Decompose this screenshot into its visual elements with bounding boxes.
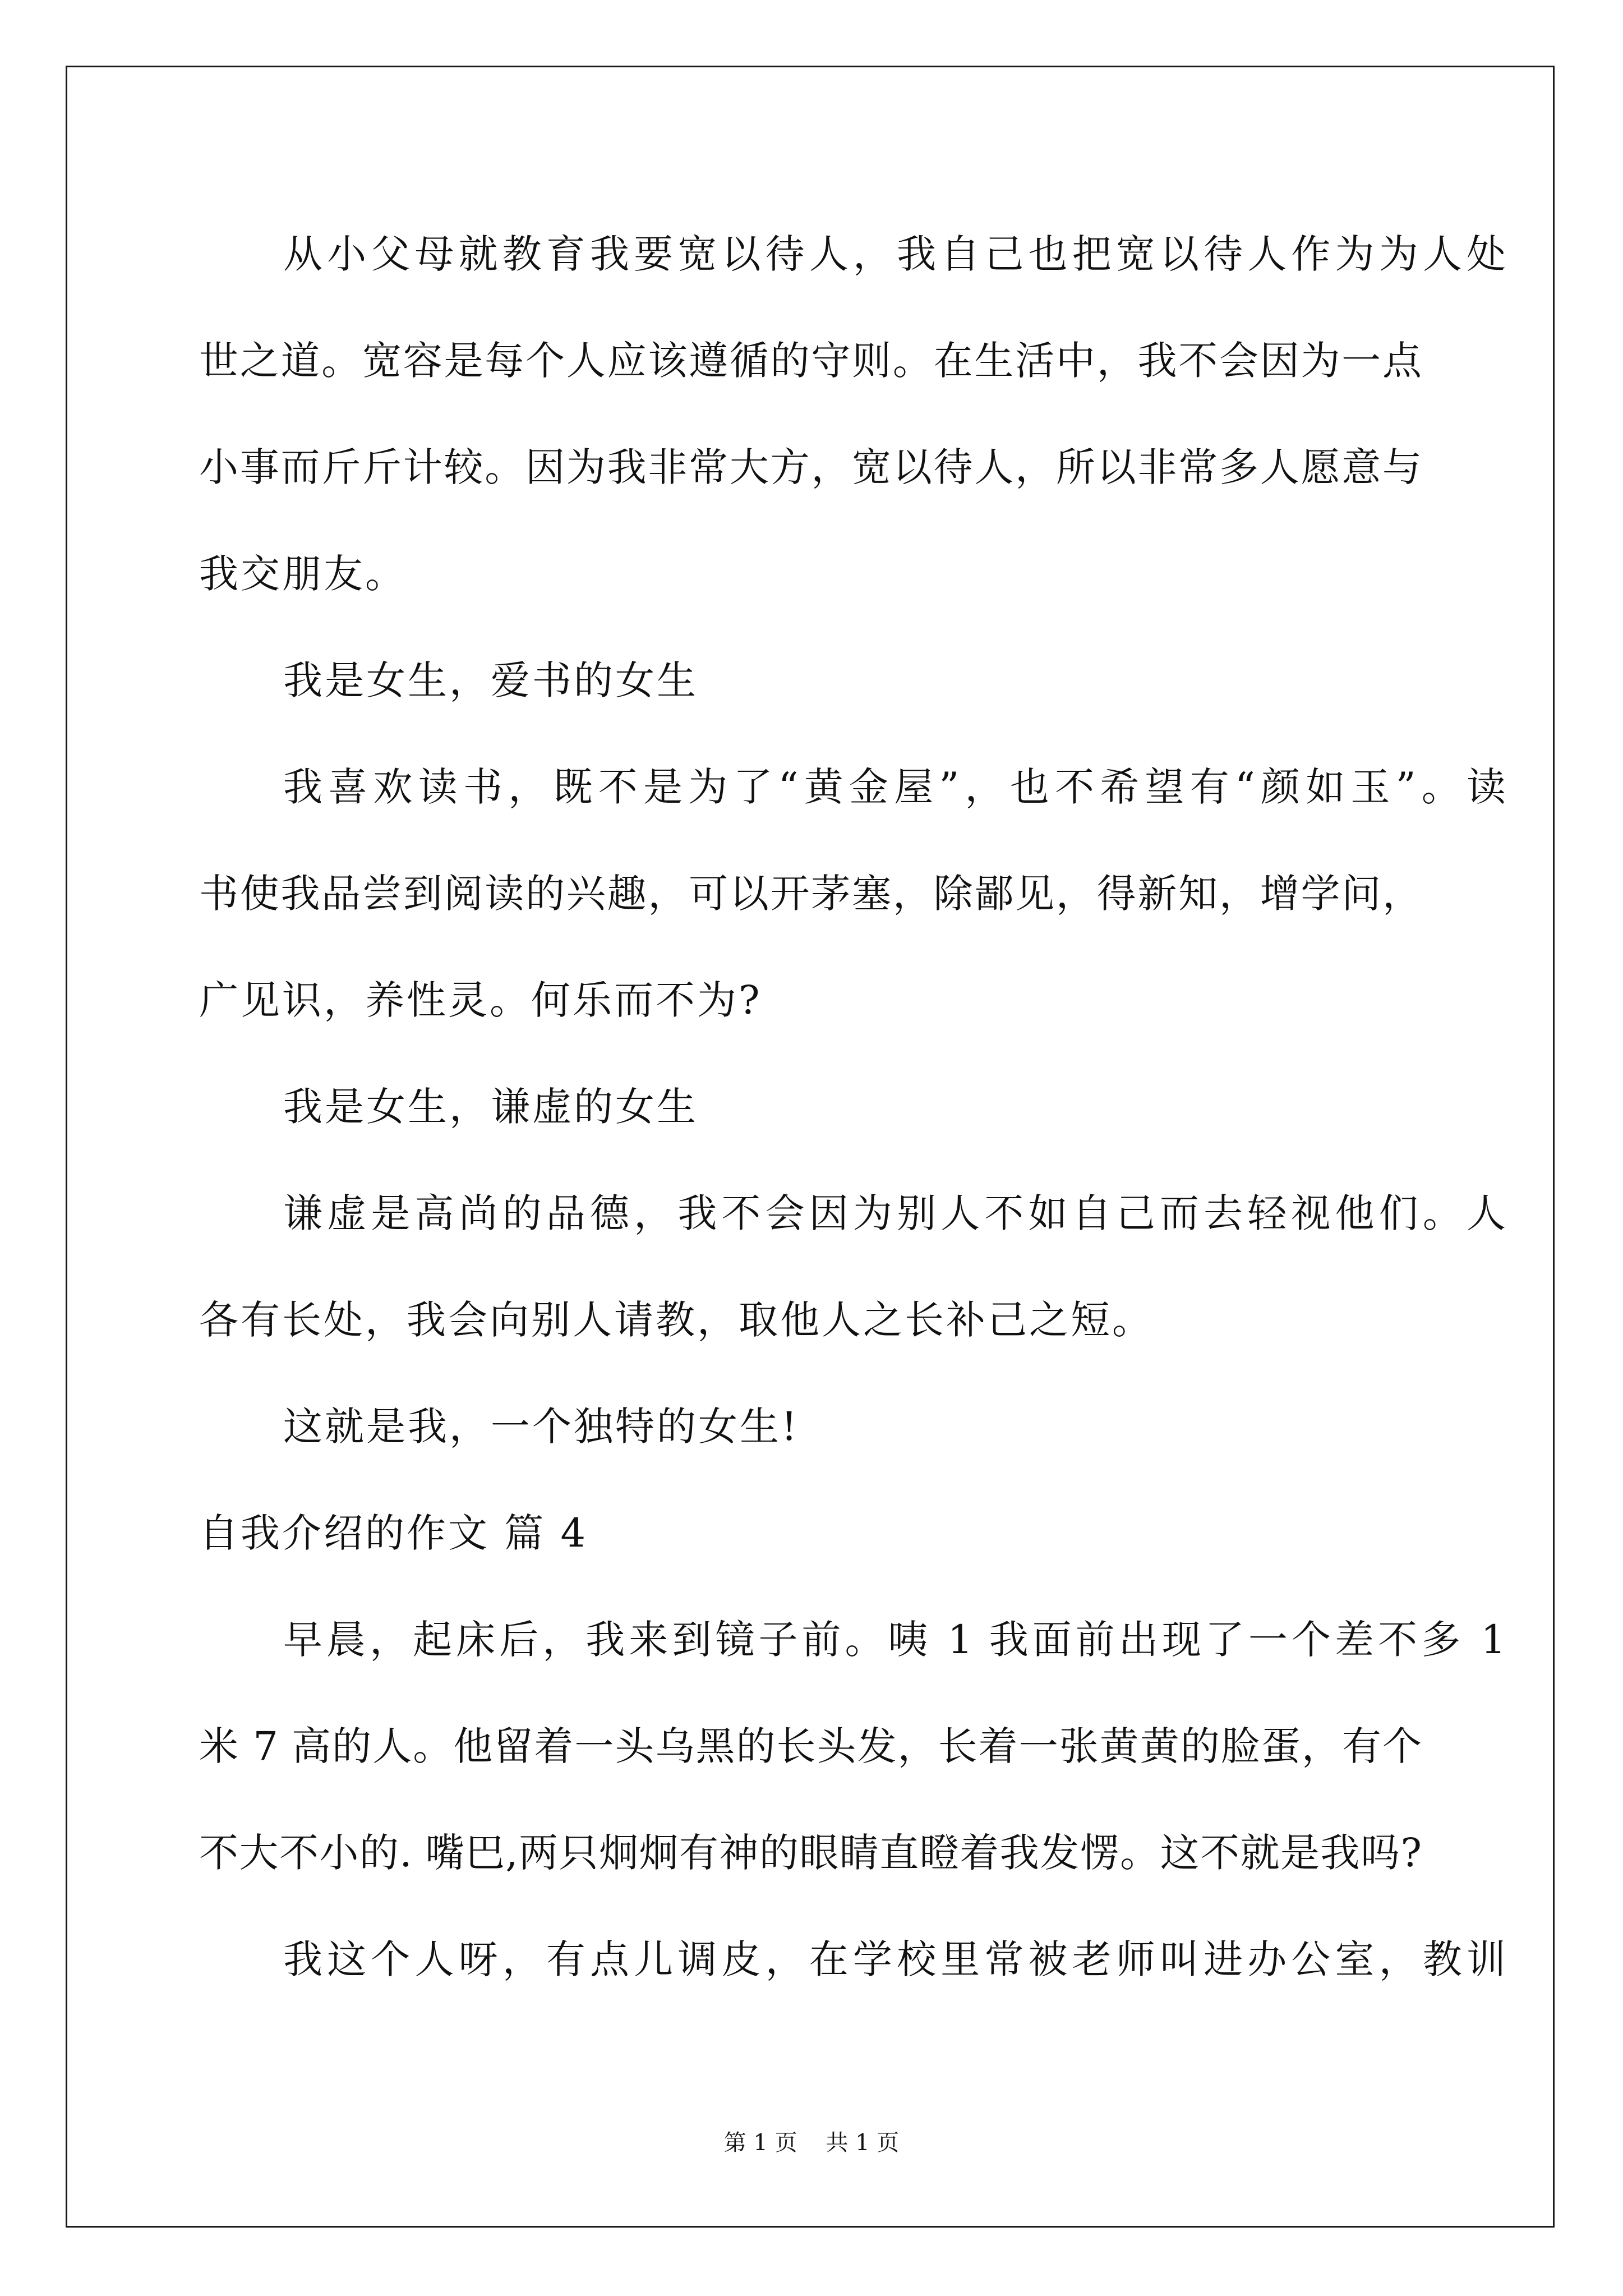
article-heading: 自我介绍的作文 篇 4 <box>199 1510 588 1556</box>
paragraph-line: 早晨，起床后，我来到镜子前。咦 1 我面前出现了一个差不多 1 <box>283 1617 1506 1663</box>
paragraph-line: 各有长处，我会向别人请教，取他人之长补己之短。 <box>199 1297 1154 1343</box>
paragraph-line: 书使我品尝到阅读的兴趣，可以开茅塞，除鄙见，得新知，增学问， <box>199 871 1422 917</box>
paragraph-line: 我喜欢读书，既不是为了“黄金屋”，也不希望有“颜如玉”。读 <box>283 764 1506 810</box>
paragraph-line: 我这个人呀，有点儿调皮，在学校里常被老师叫进办公室，教训 <box>283 1936 1506 1982</box>
paragraph-line: 世之道。宽容是每个人应该遵循的守则。在生活中，我不会因为一点 <box>199 338 1422 384</box>
paragraph-line: 从小父母就教育我要宽以待人，我自己也把宽以待人作为为人处 <box>283 231 1506 277</box>
section-subheading: 我是女生，爱书的女生 <box>283 657 698 703</box>
paragraph-line: 不大不小的. 嘴巴,两只炯炯有神的眼睛直瞪着我发愣。这不就是我吗? <box>199 1830 1422 1876</box>
paragraph-line: 我交朋友。 <box>199 551 407 597</box>
paragraph-line: 广见识，养性灵。何乐而不为? <box>199 977 762 1023</box>
page-border <box>66 66 1555 2228</box>
paragraph-line: 谦虚是高尚的品德，我不会因为别人不如自己而去轻视他们。人 <box>283 1190 1506 1236</box>
paragraph-line: 米 7 高的人。他留着一头乌黑的长头发，长着一张黄黄的脸蛋，有个 <box>199 1723 1422 1769</box>
paragraph-line: 这就是我，一个独特的女生! <box>283 1404 800 1450</box>
section-subheading: 我是女生，谦虚的女生 <box>283 1084 698 1130</box>
paragraph-line: 小事而斤斤计较。因为我非常大方，宽以待人，所以非常多人愿意与 <box>199 444 1422 490</box>
page-footer: 第 1 页 共 1 页 <box>723 2130 900 2156</box>
